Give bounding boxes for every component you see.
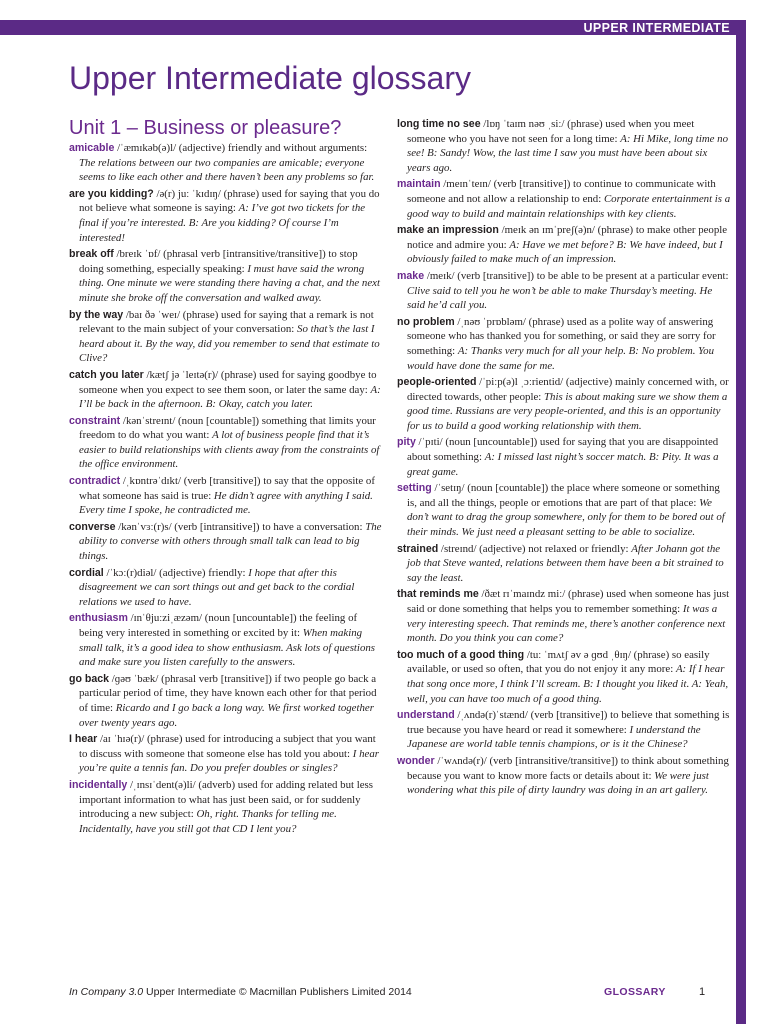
glossary-column-right bbox=[397, 117, 731, 800]
glossary-entry bbox=[397, 481, 731, 539]
glossary-entry bbox=[397, 177, 731, 221]
entry-headword: constraint bbox=[69, 414, 121, 427]
entry-headword: converse bbox=[69, 520, 116, 533]
glossary-entry bbox=[397, 223, 731, 267]
footer-section-label: GLOSSARY bbox=[604, 986, 666, 998]
entry-example: I must have said the wrong thing. One minute we were standing there having a chat, and the next minute she broke off the conversation and walked away. bbox=[79, 262, 380, 304]
glossary-entry bbox=[69, 672, 383, 730]
entry-example: It was a very interesting speech. That reminds me, there’s another conference next month. Do you think you can come? bbox=[407, 603, 726, 645]
entry-definition: /meɪnˈteɪn/ (verb [transitive]) to continue to communicate with someone and not allow a relationship to end: bbox=[407, 178, 716, 205]
glossary-entry bbox=[69, 611, 383, 669]
entry-example: A: If I hear that song once more, I think I’ll scream. B: I thought you liked it. A: Yeah, well, you can have too much of a good thing. bbox=[407, 663, 729, 705]
entry-headword: enthusiasm bbox=[69, 612, 128, 625]
entry-headword: make bbox=[397, 269, 425, 282]
entry-example: After Johann got the job that Steve wanted, relations between them have been a bit strained to say the least. bbox=[407, 542, 724, 584]
glossary-entry bbox=[397, 708, 731, 752]
entry-definition: /baɪ ðə ˈweɪ/ (phrase) used for saying that a remark is not relevant to the main subject of your conversation: bbox=[79, 308, 374, 336]
entry-example: Clive said to tell you he won’t be able to make Thursday’s meeting. He said he’d call you. bbox=[407, 284, 713, 312]
page-title: Upper Intermediate glossary bbox=[69, 60, 471, 96]
entry-definition: /ə(r) juː ˈkɪdɪŋ/ (phrase) used for saying that you do not believe what someone is saying: bbox=[79, 187, 380, 215]
glossary-entry bbox=[397, 117, 731, 175]
entry-headword: pity bbox=[397, 436, 416, 449]
entry-headword: wonder bbox=[397, 754, 435, 767]
glossary-entry bbox=[397, 648, 731, 706]
entry-definition: /ˈpɪti/ (noun [uncountable]) used for saying that you are disappointed about something: bbox=[407, 436, 719, 464]
entry-example: Corporate entertainment is a good way to build and maintain relationships with key clients. bbox=[407, 192, 731, 220]
entry-example: A lot of business people find that it’s easier to build relationships with clients away from the constraints of the office environment. bbox=[79, 429, 380, 471]
entry-headword: maintain bbox=[397, 178, 441, 191]
entry-definition: /ˈwʌndə(r)/ (verb [intransitive/transitive]) to think about something because you want to know more facts or details about it: bbox=[407, 754, 729, 782]
copyright-line bbox=[69, 986, 412, 998]
glossary-entry bbox=[397, 315, 731, 373]
entry-headword: setting bbox=[397, 482, 432, 495]
entry-definition: /aɪ ˈhɪə(r)/ (phrase) used for introducing a subject that you want to discuss with someone that someone else has told you about: bbox=[79, 733, 376, 760]
glossary-entry bbox=[397, 754, 731, 798]
entry-definition: /lɒŋ ˈtaɪm nəʊ ˌsiː/ (phrase) used when you meet someone who you have not seen for a long time: bbox=[407, 118, 695, 145]
entry-definition: /kənˈstreɪnt/ (noun [countable]) something that limits your freedom to do what you want: bbox=[79, 414, 376, 442]
entry-example: The ability to converse with others through small talk can lead to big things. bbox=[79, 520, 382, 563]
glossary-entry bbox=[69, 732, 383, 776]
entry-example: Oh, right. Thanks for telling me. Incidentally, have you still got that CD I lent you? bbox=[79, 808, 337, 835]
entry-headword: are you kidding? bbox=[69, 187, 154, 200]
glossary-entry bbox=[397, 435, 731, 479]
entry-definition: /breɪk ˈɒf/ (phrasal verb [intransitive/transitive]) to stop doing something, especially speaking: bbox=[79, 248, 358, 275]
entry-example: A: I’ve got two tickets for the final if you’re interested. B: Are you kidding? Of course I’m interested! bbox=[79, 202, 366, 244]
entry-example: So that’s the last I heard about it. By the way, did you remember to send that estimate to Clive? bbox=[79, 323, 380, 365]
entry-definition: /meɪk ən ɪmˈpreʃ(ə)n/ (phrase) to make other people notice and admire you: bbox=[407, 224, 728, 251]
entry-example: This is about making sure we show them a good time. Russians are very people-oriented, and this is an opportunity for us to build a good working relationship with them. bbox=[407, 390, 728, 432]
entry-definition: /ˈpiːp(ə)l ˌɔːrientid/ (adjective) mainly concerned with, or directed towards, other people: bbox=[407, 376, 729, 403]
page-number: 1 bbox=[699, 986, 706, 998]
entry-headword: people-oriented bbox=[397, 376, 477, 389]
entry-headword: incidentally bbox=[69, 778, 128, 791]
glossary-entry bbox=[69, 414, 383, 472]
glossary-entry bbox=[69, 566, 383, 610]
side-bar bbox=[736, 20, 746, 1024]
entry-definition: /streɪnd/ (adjective) not relaxed or friendly: bbox=[438, 542, 632, 555]
entry-example: A: I missed last night’s soccer match. B: Pity. It was a great game. bbox=[407, 451, 719, 478]
entry-example: We don’t want to drag the group somewhere, only for them to be bored out of their minds. We just need a pleasant setting to be able to socialize. bbox=[407, 496, 725, 539]
entry-definition: /ˈsetɪŋ/ (noun [countable]) the place where someone or something is, and all the things, people or emotions that are part of that place: bbox=[407, 482, 720, 509]
entry-definition: /ˌkɒntrəˈdɪkt/ (verb [transitive]) to say that the opposite of what someone has said is true: bbox=[79, 475, 375, 502]
entry-example: I hear you’re quite a tennis fan. Do you prefer doubles or singles? bbox=[79, 747, 379, 775]
glossary-entry bbox=[397, 269, 731, 313]
entry-headword: by the way bbox=[69, 308, 124, 321]
entry-headword: understand bbox=[397, 709, 455, 722]
glossary-entry bbox=[69, 141, 383, 185]
entry-example: A: Have we met before? B: We have indeed, but I obviously failed to make much of an impression. bbox=[407, 238, 723, 266]
glossary-entry bbox=[69, 187, 383, 245]
glossary-entry bbox=[397, 587, 731, 645]
entry-headword: go back bbox=[69, 672, 110, 685]
glossary-entry bbox=[397, 375, 731, 433]
copyright-text: Upper Intermediate © Macmillan Publishers Limited 2014 bbox=[143, 986, 412, 998]
unit-title: Unit 1 – Business or pleasure? bbox=[69, 117, 342, 139]
entry-headword: strained bbox=[397, 542, 439, 555]
level-label: UPPER INTERMEDIATE bbox=[583, 21, 730, 35]
entry-headword: make an impression bbox=[397, 224, 499, 237]
entry-example: I hope that after this disagreement we can sort things out and get back to the cordial relations we used to have. bbox=[79, 566, 355, 608]
entry-example: We were just wondering what this pile of dirty laundry was doing in an art gallery. bbox=[407, 769, 709, 797]
entry-list-right bbox=[397, 117, 731, 798]
glossary-entry bbox=[397, 542, 731, 586]
entry-example: A: Thanks very much for all your help. B: No problem. You would have done the same for me. bbox=[407, 344, 715, 372]
entry-example: Ricardo and I go back a long way. We first worked together over twenty years ago. bbox=[79, 701, 374, 729]
entry-definition: /ˌɪnsɪˈdent(ə)li/ (adverb) used for adding related but less important information to what has just been said, or for suddenly introducing a new subject: bbox=[79, 778, 373, 821]
entry-definition: /ɡəʊ ˈbæk/ (phrasal verb [transitive]) if two people go back a particular period of time, they have known each other for that period of time: bbox=[79, 672, 377, 714]
entry-definition: /ˌnəʊ ˈprɒbləm/ (phrase) used as a polite way of answering someone who has thanked you for something, or said they are sorry for something: bbox=[407, 315, 716, 357]
entry-definition: /ˌʌndə(r)ˈstænd/ (verb [transitive]) to believe that something is true because you have heard or read it somewhere: bbox=[407, 709, 730, 736]
entry-example: I understand the Japanese are world table tennis champions, or is it the Chinese? bbox=[407, 723, 701, 751]
entry-definition: /kætʃ jə ˈleɪtə(r)/ (phrase) used for saying goodbye to someone when you expect to see them soon, or later the same day: bbox=[79, 368, 377, 396]
entry-headword: amicable bbox=[69, 142, 115, 154]
entry-example: When making small talk, it’s a good idea to show enthusiasm. Ask lots of questions and make sure you listen carefully to the answers. bbox=[79, 627, 376, 669]
entry-example: He didn’t agree with anything I said. Every time I spoke, he contradicted me. bbox=[79, 489, 373, 517]
entry-definition: /ˈkɔː(r)diəl/ (adjective) friendly: bbox=[103, 566, 249, 579]
entry-example: A: Hi Mike, long time no see! B: Sandy! Wow, the last time I saw you must have been about six years ago. bbox=[407, 132, 729, 174]
glossary-entry bbox=[69, 520, 383, 564]
entry-definition: /ɪnˈθjuːziˌæzəm/ (noun [uncountable]) the feeling of being very interested in something or excited by it: bbox=[79, 612, 358, 639]
glossary-entry bbox=[69, 474, 383, 518]
entry-definition: /ðæt rɪˈmaɪndz miː/ (phrase) used when someone has just said or done something that helps you to remember something: bbox=[407, 588, 730, 615]
entry-headword: that reminds me bbox=[397, 588, 479, 601]
entry-definition: /ˈæmɪkəb(ə)l/ (adjective) friendly and without arguments: bbox=[114, 142, 368, 154]
entry-definition: /meɪk/ (verb [transitive]) to be able to be present at a particular event: bbox=[424, 269, 729, 282]
glossary-entry bbox=[69, 778, 383, 836]
entry-definition: /kənˈvɜː(r)s/ (verb [intransitive]) to have a conversation: bbox=[115, 520, 366, 533]
glossary-entry bbox=[69, 368, 383, 412]
entry-example: A: I’ll be back in the afternoon. B: Okay, catch you later. bbox=[79, 383, 381, 411]
entry-headword: contradict bbox=[69, 475, 121, 488]
entry-headword: too much of a good thing bbox=[397, 648, 525, 661]
glossary-entry bbox=[69, 247, 383, 305]
book-title: In Company 3.0 bbox=[69, 986, 144, 998]
glossary-column-left bbox=[69, 116, 383, 838]
entry-headword: I hear bbox=[69, 733, 98, 746]
entry-headword: long time no see bbox=[397, 118, 481, 130]
glossary-entry bbox=[69, 308, 383, 366]
entry-headword: break off bbox=[69, 248, 114, 261]
entry-example: The relations between our two companies are amicable; everyone seems to like each other and there haven’t been any problems so far. bbox=[79, 156, 375, 184]
entry-headword: no problem bbox=[397, 315, 455, 328]
entry-definition: /tuː ˈmʌtʃ əv ə ɡʊd ˌθɪŋ/ (phrase) so easily available, or used so often, that you do not enjoy it any more: bbox=[407, 648, 710, 676]
entry-list-left bbox=[69, 141, 383, 836]
entry-headword: cordial bbox=[69, 566, 104, 579]
entry-headword: catch you later bbox=[69, 368, 144, 381]
